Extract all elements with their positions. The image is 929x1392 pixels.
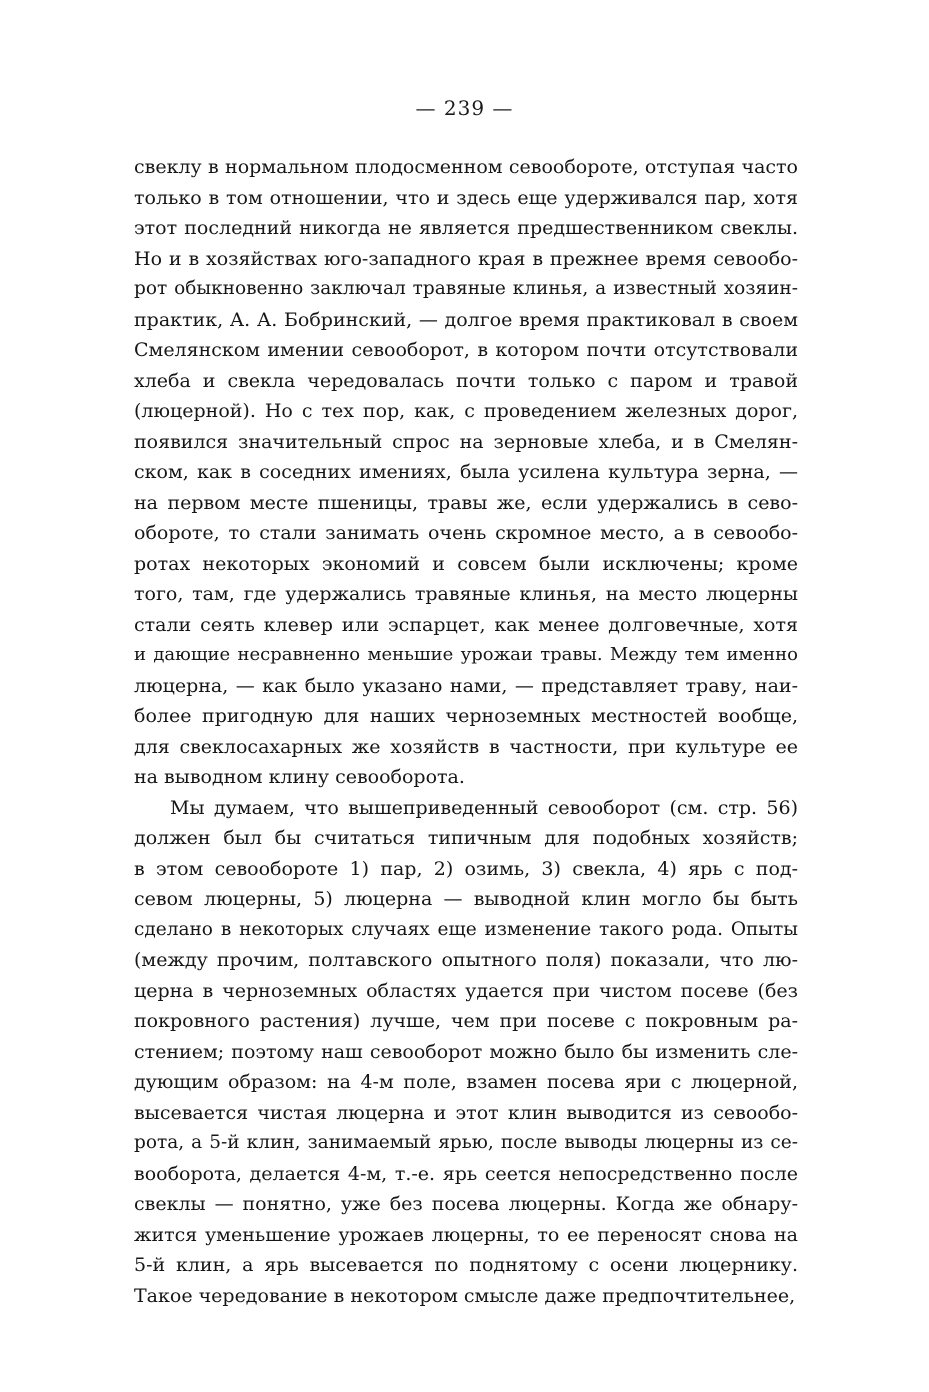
text-line: для свеклосахарных же хозяйств в частности, при культуре ее xyxy=(134,735,798,758)
text-line: свеклы — понятно, уже без посева люцерны. Когда же обнару- xyxy=(134,1193,798,1215)
text-line: в этом севообороте 1) пар, 2) озимь, 3) свекла, 4) ярь с под- xyxy=(134,857,798,880)
body-text xyxy=(134,152,798,1311)
text-line: покровного растения) лучше, чем при посеве с покровным ра- xyxy=(134,1010,798,1032)
paragraph xyxy=(134,793,798,1312)
text-line: (между прочим, полтавского опытного поля) показали, что лю- xyxy=(134,949,798,971)
text-line: (люцерной). Но с тех пор, как, с проведением железных дорог, xyxy=(134,400,798,422)
text-line: практик, А. А. Бобринский, — долгое время практиковал в своем xyxy=(134,308,798,331)
text-line: хлеба и свекла чередовалась почти только с паром и травой xyxy=(134,369,798,392)
text-line: рот обыкновенно заключал травяные клинья, а известный хозяин- xyxy=(134,278,798,299)
text-line: только в том отношении, что и здесь еще удерживался пар, хотя xyxy=(134,186,798,209)
text-line: севом люцерны, 5) люцерна — выводной клин могло бы быть xyxy=(134,888,798,910)
text-line: рота, а 5-й клин, занимаемый ярью, после выводы люцерны из се- xyxy=(134,1132,798,1153)
text-line: появился значительный спрос на зерновые хлеба, и в Смелян- xyxy=(134,430,798,453)
text-line: свеклу в нормальном плодосменном севообороте, отступая часто xyxy=(134,156,798,178)
text-line: на первом месте пшеницы, травы же, если удержались в сево- xyxy=(134,491,798,514)
text-line: должен был бы считаться типичным для подобных хозяйств; xyxy=(134,827,798,849)
text-line: Мы думаем, что вышеприведенный севооборот (см. стр. 56) xyxy=(170,796,798,819)
text-line: на выводном клину севооборота. xyxy=(134,766,465,788)
text-line: и дающие несравненно меньшие урожаи травы. Между тем именно xyxy=(134,644,798,665)
text-line: более пригодную для наших черноземных местностей вообще, xyxy=(134,705,798,727)
text-line: ском, как в соседних имениях, была усилена культура зерна, — xyxy=(134,461,798,483)
text-line: люцерна, — как было указано нами, — представляет траву, наи- xyxy=(134,674,798,697)
text-line: высевается чистая люцерна и этот клин выводится из севообо- xyxy=(134,1101,798,1124)
text-line: Но и в хозяйствах юго-западного края в прежнее время севообо- xyxy=(134,247,798,270)
text-line: Такое чередование в некотором смысле даже предпочтительнее, xyxy=(134,1284,796,1307)
text-line: обороте, то стали занимать очень скромное место, а в севообо- xyxy=(134,522,798,544)
text-line: ротах некоторых экономий и совсем были исключены; кроме xyxy=(134,552,798,575)
text-line: сделано в некоторых случаях еще изменение такого рода. Опыты xyxy=(134,918,798,940)
text-line: вооборота, делается 4-м, т.-е. ярь сеется непосредственно после xyxy=(134,1162,798,1185)
text-line: церна в черноземных областях удается при чистом посеве (без xyxy=(134,979,798,1002)
text-line: того, там, где удержались травяные клинья, на место люцерны xyxy=(134,583,798,605)
text-line: жится уменьшение урожаев люцерны, то ее переносят снова на xyxy=(134,1223,798,1246)
text-line: стали сеять клевер или эспарцет, как менее долговечные, хотя xyxy=(134,613,798,636)
paragraph xyxy=(134,152,798,793)
text-line: дующим образом: на 4-м поле, взамен посева яри с люцерной, xyxy=(134,1071,798,1093)
text-line: Смелянском имении севооборот, в котором почти отсутствовали xyxy=(134,339,798,361)
page-number: — 239 — xyxy=(415,96,514,120)
text-line: этот последний никогда не является предшественником свеклы. xyxy=(134,217,798,239)
text-line: 5-й клин, а ярь высевается по поднятому с осени люцернику. xyxy=(134,1254,798,1276)
text-line: стением; поэтому наш севооборот можно было бы изменить сле- xyxy=(134,1040,798,1063)
